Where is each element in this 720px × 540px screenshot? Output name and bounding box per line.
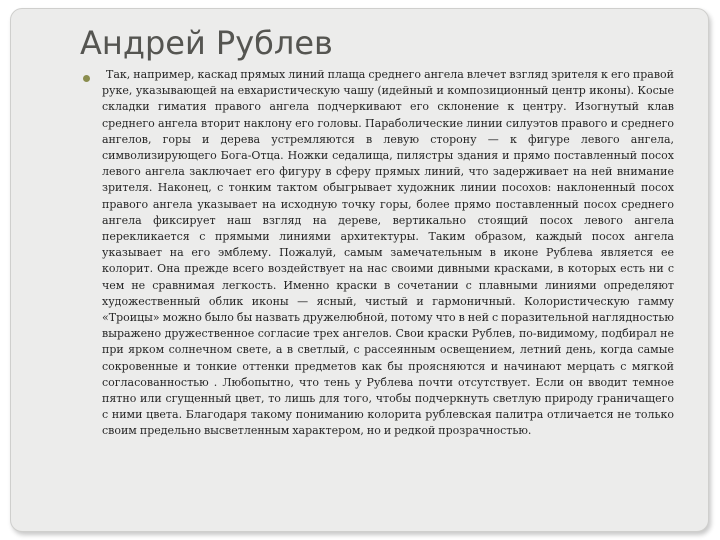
body-paragraph: Так, например, каскад прямых линий плаща среднего ангела влечет взгляд зрителя к его правой руке, указывающей на евхаристическую чашу (идейный и композиционный центр иконы). Косые складки гиматия правого ангела подчеркивают его склонение к центру. Изогнутый клав среднего ангела вторит наклону его головы. Параболические линии силуэтов правого и среднего ангелов, горы и дерева устремляются в левую сторону — к фигуре левого ангела, символизирующего Бога-Отца. Ножки седалища, пилястры здания и прямо поставленный посох левого ангела заключает его фигуру в сферу прямых линий, что задерживает на ней внимание зрителя. Наконец, с тонким тактом обыгрывает художник линии посохов: наклоненный посох правого ангела указывает на исходную точку горы, более прямо поставленный посох среднего ангела фиксирует наш взгляд на дереве, вертикально стоящий посох левого ангела перекликается с прямыми линиями архитектуры. Таким образом, каждый посох ангела указывает на его эмблему. Пожалуй, самым замечательным в иконе Рублева является ее колорит. Она прежде всего воздействует на нас своими дивными красками, в которых есть ни с чем не сравнимая легкость. Именно краски в сочетании с плавными линиями определяют художественный облик иконы — ясный, чистый и гармоничный. Колористическую гамму «Троицы» можно было бы назвать дружелюбной, потому что в ней с поразительной наглядностью выражено дружественное согласие трех ангелов. Свои краски Рублев, по-видимому, подбирал не при ярком солнечном свете, а в светлый, с рассеянным освещением, летний день, когда самые сокровенные и тонкие оттенки предметов как бы проясняются и начинают мерцать с мягкой согласованностью . Любопытно, что тень у Рублева почти отсутствует. Если он вводит темное пятно или сгущенный цвет, то лишь для того, чтобы подчеркнуть светлую природу граничащего с ними цвета. Благодаря такому пониманию колорита рублевская палитра отличается не только своим предельно высветленным характером, но и редкой прозрачностью. [102, 68, 674, 438]
bullet-dot-icon [83, 75, 90, 82]
slide-title: Андрей Рублев [80, 24, 333, 62]
